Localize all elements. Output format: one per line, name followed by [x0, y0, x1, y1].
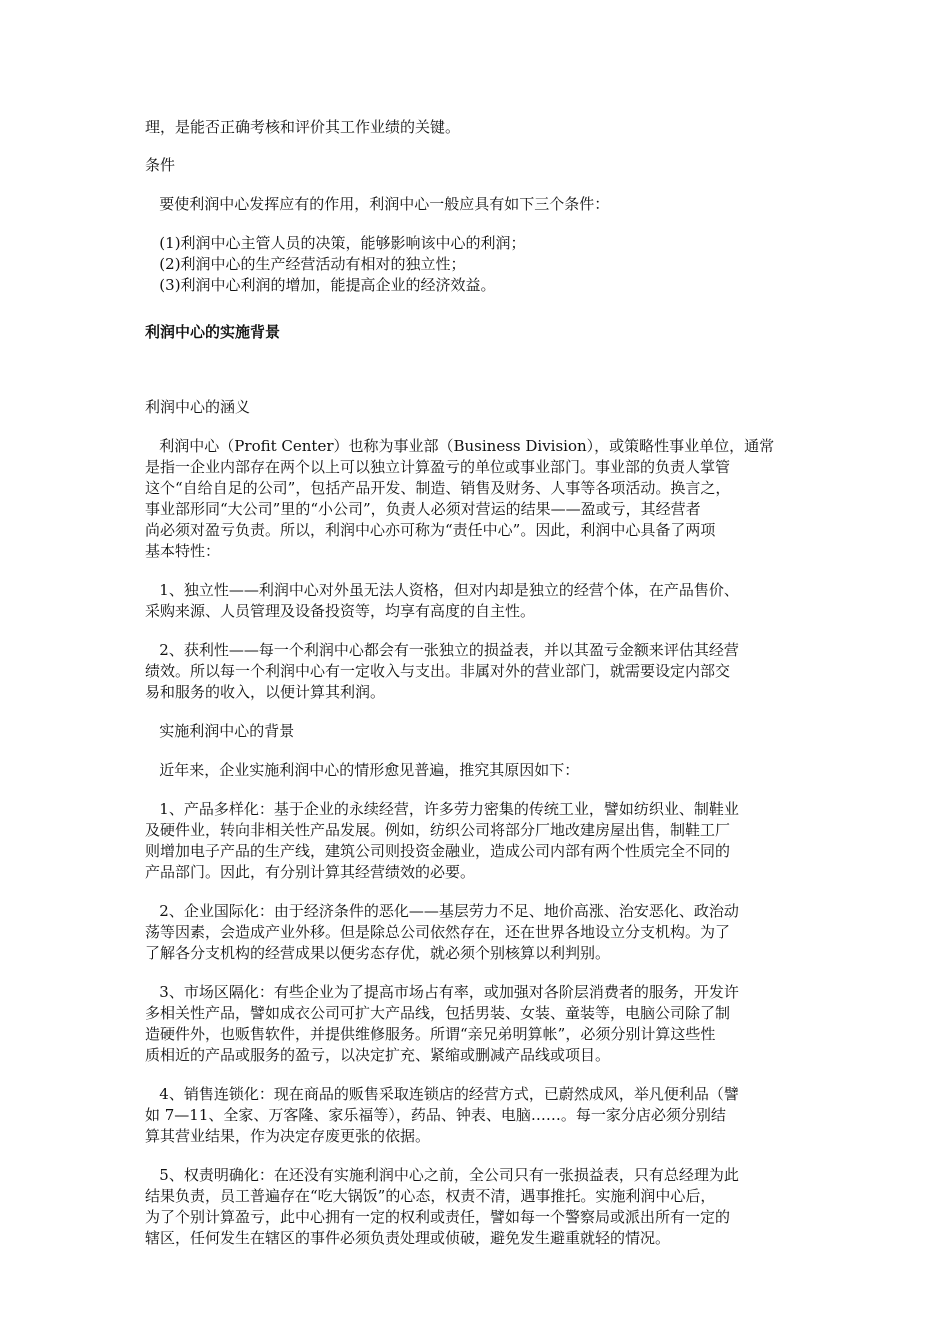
text-line: 事业部形同“大公司”里的“小公司”，负责人必须对营运的结果——盈或亏，其经营者 [145, 500, 701, 518]
section-label: 条件 [145, 156, 176, 174]
text-line: 绩效。所以每一个利润中心有一定收入与支出。非属对外的营业部门，就需要设定内部交 [145, 662, 731, 680]
text-line: 算其营业结果，作为决定存废更张的依据。 [145, 1127, 431, 1145]
text-line: 造硬件外，也贩售软件，并提供维修服务。所谓“亲兄弟明算帐”，必须分别计算这些性 [145, 1025, 716, 1043]
text-line: 2、企业国际化：由于经济条件的恶化——基层劳力不足、地价高涨、治安恶化、政治动 [145, 902, 739, 920]
text-line: 要使利润中心发挥应有的作用，利润中心一般应具有如下三个条件： [145, 195, 610, 213]
section-heading: 利润中心的实施背景 [145, 323, 281, 341]
text-line: 尚必须对盈亏负责。所以，利润中心亦可称为“责任中心”。因此，利润中心具备了两项 [145, 521, 716, 539]
text-line: 近年来，企业实施利润中心的情形愈见普遍，推究其原因如下： [145, 761, 580, 779]
text-line: 荡等因素，会造成产业外移。但是除总公司依然存在，还在世界各地设立分支机构。为了 [145, 923, 731, 941]
text-line: 多相关性产品，譬如成衣公司可扩大产品线，包括男装、女装、童装等，电脑公司除了制 [145, 1004, 731, 1022]
text-line: 理，是能否正确考核和评价其工作业绩的关键。 [145, 118, 461, 136]
text-line: 质相近的产品或服务的盈亏，以决定扩充、紧缩或删减产品线或项目。 [145, 1046, 611, 1064]
text-line: 采购来源、人员管理及设备投资等，均享有高度的自主性。 [145, 602, 536, 620]
list-item: (2)利润中心的生产经营活动有相对的独立性； [145, 255, 466, 273]
text-line: 则增加电子产品的生产线，建筑公司则投资金融业，造成公司内部有两个性质完全不同的 [145, 842, 731, 860]
text-line: 产品部门。因此，有分别计算其经营绩效的必要。 [145, 863, 476, 881]
subsection-label: 利润中心的涵义 [145, 398, 251, 416]
text-line: 易和服务的收入，以便计算其利润。 [145, 683, 386, 701]
text-line: 5、权责明确化：在还没有实施利润中心之前，全公司只有一张损益表，只有总经理为此 [145, 1166, 739, 1184]
text-line: 是指一企业内部存在两个以上可以独立计算盈亏的单位或事业部门。事业部的负责人掌管 [145, 458, 731, 476]
text-line: 2、获利性——每一个利润中心都会有一张独立的损益表，并以其盈亏金额来评估其经营 [145, 641, 739, 659]
text-line: 1、独立性——利润中心对外虽无法人资格，但对内却是独立的经营个体，在产品售价、 [145, 581, 739, 599]
text-line: 1、产品多样化：基于企业的永续经营，许多劳力密集的传统工业，譬如纺织业、制鞋业 [145, 800, 739, 818]
text-line: 及硬件业，转向非相关性产品发展。例如，纺织公司将部分厂地改建房屋出售，制鞋工厂 [145, 821, 731, 839]
text-line: 基本特性： [145, 542, 221, 560]
text-line: 了解各分支机构的经营成果以便劣态存优，就必须个别核算以利判别。 [145, 944, 611, 962]
text-line: 4、销售连锁化：现在商品的贩售采取连锁店的经营方式，已蔚然成风，举凡便利品（譬 [145, 1085, 739, 1103]
text-line: 为了个别计算盈亏，此中心拥有一定的权利或责任，譬如每一个警察局或派出所有一定的 [145, 1208, 731, 1226]
list-item: (3)利润中心利润的增加，能提高企业的经济效益。 [145, 276, 496, 294]
text-line: 结果负责，员工普遍存在“吃大锅饭”的心态，权责不清，遇事推托。实施利润中心后， [145, 1187, 716, 1205]
text-line: 辖区，任何发生在辖区的事件必须负责处理或侦破，避免发生避重就轻的情况。 [145, 1229, 671, 1247]
text-line: 如 7—11、全家、万客隆、家乐福等），药品、钟表、电脑……。每一家分店必须分别结 [145, 1106, 726, 1124]
text-line: 这个“自给自足的公司”，包括产品开发、制造、销售及财务、人事等各项活动。换言之， [145, 479, 731, 497]
text-line: 3、市场区隔化：有些企业为了提高市场占有率，或加强对各阶层消费者的服务，开发许 [145, 983, 739, 1001]
list-item: (1)利润中心主管人员的决策，能够影响该中心的利润； [145, 234, 526, 252]
subsection-label: 实施利润中心的背景 [145, 722, 295, 740]
text-line: 利润中心（Profit Center）也称为事业部（Business Division），或策略性事业单位，通常 [145, 437, 775, 455]
